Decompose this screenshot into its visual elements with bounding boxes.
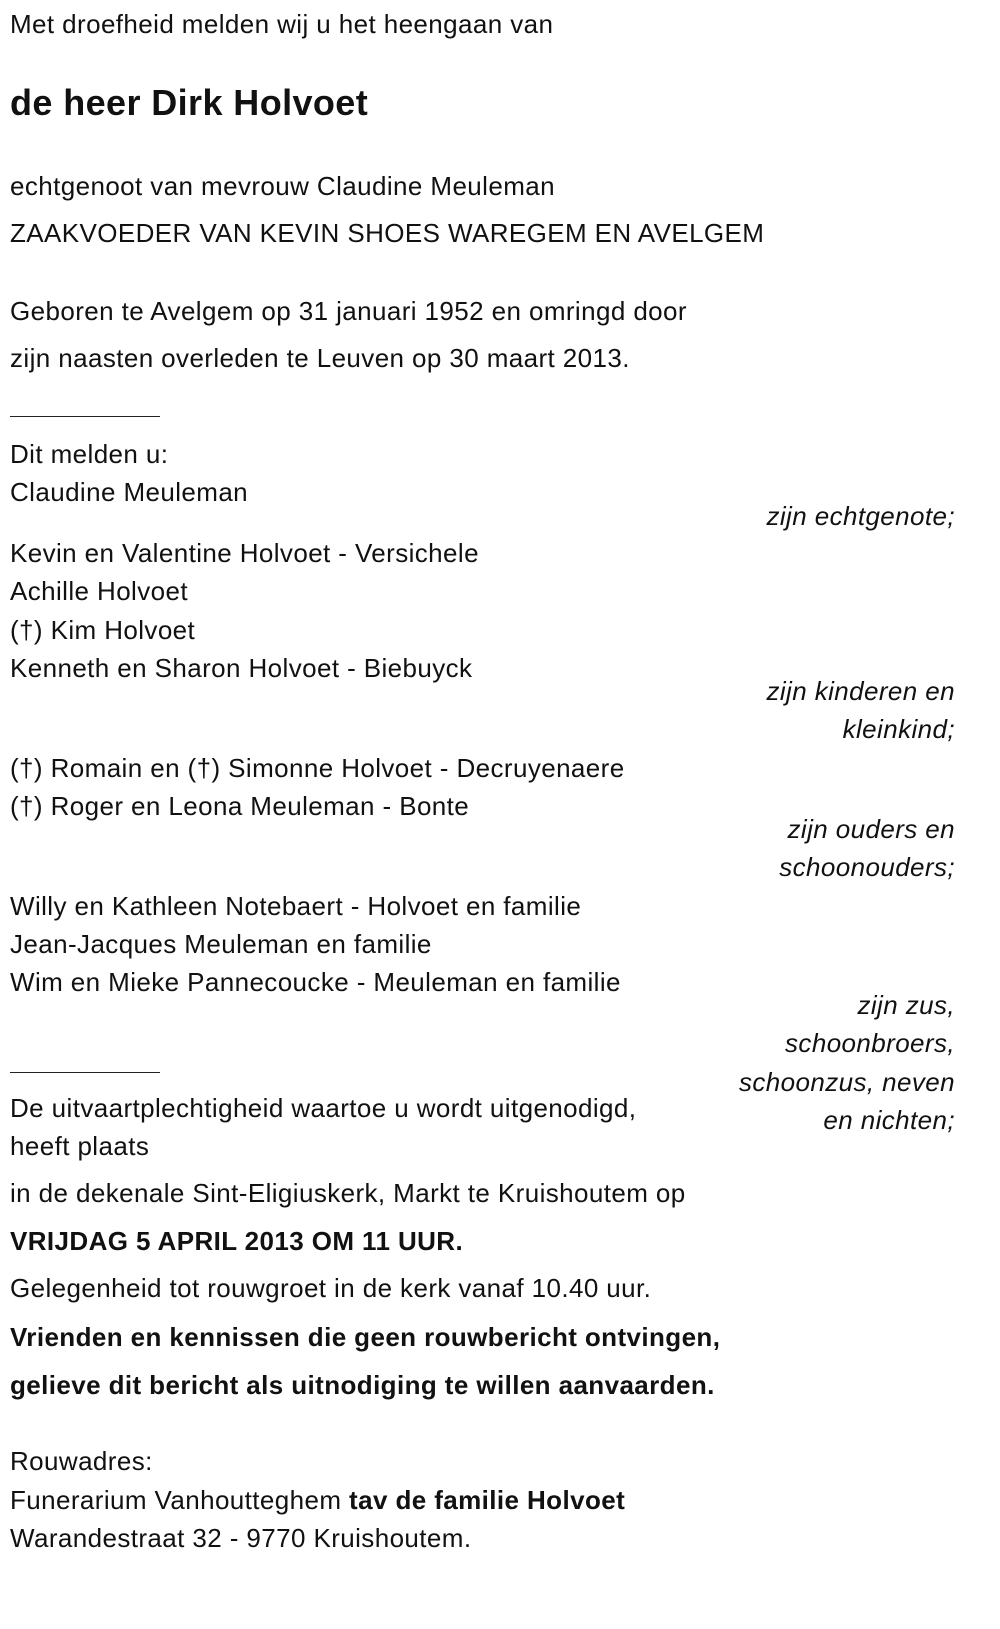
relation-label: zijn echtgenote; xyxy=(766,501,955,531)
divider xyxy=(10,1072,160,1073)
relation-label: schoonbroers, xyxy=(785,1028,955,1058)
family-name: Jean-Jacques Meuleman en familie xyxy=(10,929,432,959)
relation-label: zijn ouders en xyxy=(787,814,955,844)
condolence-info: Gelegenheid tot rouwgroet in de kerk vanaf 10.40 uur. xyxy=(10,1273,652,1303)
relation-label: zijn zus, xyxy=(857,990,955,1020)
relation-label: schoonzus, neven xyxy=(739,1067,955,1097)
divider xyxy=(10,416,160,417)
announcers-heading: Dit melden u: xyxy=(10,439,169,469)
funeral-line-2: heeft plaats xyxy=(10,1131,150,1161)
deceased-name: de heer Dirk Holvoet xyxy=(10,82,369,123)
relation-label: kleinkind; xyxy=(842,714,955,744)
relation-label: zijn kinderen en xyxy=(766,676,955,706)
family-name: (†) Romain en (†) Simonne Holvoet - Decruyenaere xyxy=(10,753,625,783)
family-name: Willy en Kathleen Notebaert - Holvoet en familie xyxy=(10,891,582,921)
birth-line-1: Geboren te Avelgem op 31 januari 1952 en omringd door xyxy=(10,296,687,326)
funeral-home: Funerarium Vanhoutteghem xyxy=(10,1485,350,1515)
role-line: ZAAKVOEDER VAN KEVIN SHOES WAREGEM EN AVELGEM xyxy=(10,218,765,248)
funeral-datetime: VRIJDAG 5 APRIL 2013 OM 11 UUR. xyxy=(10,1226,464,1256)
family-name: (†) Kim Holvoet xyxy=(10,615,196,645)
birth-line-2: zijn naasten overleden te Leuven op 30 maart 2013. xyxy=(10,343,630,373)
family-name: Achille Holvoet xyxy=(10,576,188,606)
intro-text: Met droefheid melden wij u het heengaan van xyxy=(10,9,554,39)
family-name: Claudine Meuleman xyxy=(10,477,249,507)
family-name: Kevin en Valentine Holvoet - Versichele xyxy=(10,538,479,568)
family-name: Wim en Mieke Pannecoucke - Meuleman en familie xyxy=(10,967,621,997)
address-line-1 xyxy=(10,1485,625,1515)
invitation-notice-1: Vrienden en kennissen die geen rouwbericht ontvingen, xyxy=(10,1322,721,1352)
address-line-2: Warandestraat 32 - 9770 Kruishoutem. xyxy=(10,1523,472,1553)
funeral-location: in de dekenale Sint-Eligiuskerk, Markt te Kruishoutem op xyxy=(10,1178,686,1208)
invitation-notice-2: gelieve dit bericht als uitnodiging te willen aanvaarden. xyxy=(10,1370,715,1400)
funeral-line-1: De uitvaartplechtigheid waartoe u wordt uitgenodigd, xyxy=(10,1093,637,1123)
address-attention: tav de familie Holvoet xyxy=(349,1485,626,1515)
family-name: Kenneth en Sharon Holvoet - Biebuyck xyxy=(10,653,473,683)
relation-label: en nichten; xyxy=(823,1105,955,1135)
address-heading: Rouwadres: xyxy=(10,1446,153,1476)
relation-label: schoonouders; xyxy=(779,852,955,882)
spouse-line: echtgenoot van mevrouw Claudine Meuleman xyxy=(10,171,555,201)
family-name: (†) Roger en Leona Meuleman - Bonte xyxy=(10,791,470,821)
